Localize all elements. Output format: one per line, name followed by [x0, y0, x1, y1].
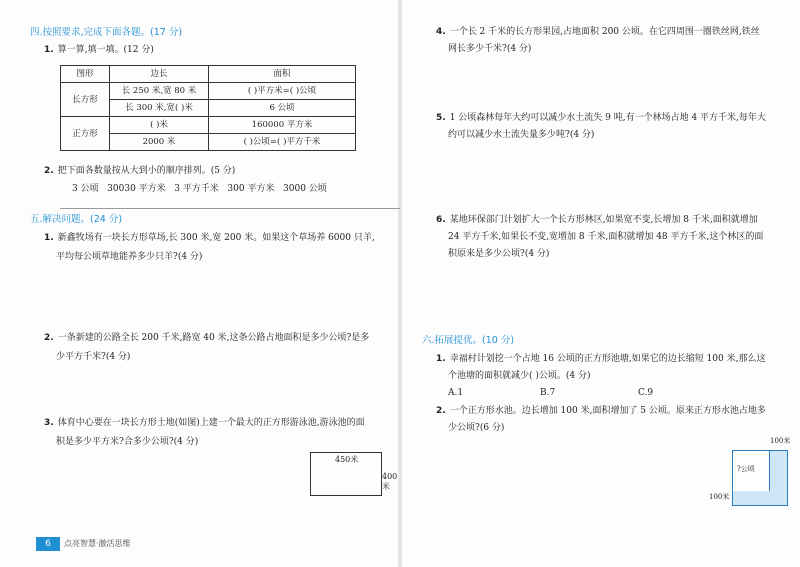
question-2	[44, 164, 235, 178]
extension-1	[436, 352, 791, 400]
height-label: 400米	[382, 472, 398, 491]
section-4-title: 四.按照要求,完成下面各题。(17 分)	[30, 27, 183, 38]
unknown-area-label: ?公顷	[737, 465, 755, 473]
question-number: 3.	[44, 418, 54, 428]
problem-3	[44, 416, 394, 449]
bottom-extension-strip	[732, 490, 788, 506]
options-row	[448, 386, 791, 400]
question-number: 4.	[436, 27, 446, 37]
shape-label: 正方形	[61, 117, 110, 151]
table-cell: 长 250 米,宽 80 米	[110, 83, 209, 100]
question-line: 体育中心要在一块长方形土地(如图)上建一个最大的正方形游泳池,游泳池的面	[57, 418, 365, 428]
question-number: 6.	[436, 215, 446, 225]
table-cell[interactable]: ( )平方米=( )公顷	[209, 83, 356, 100]
table-row	[61, 83, 356, 100]
problem-2	[44, 331, 394, 364]
question-line: 网长多少千米?(4 分)	[448, 44, 532, 54]
quantities-list: 3 公顷 30030 平方米 3 平方千米 300 平方米 3000 公顷	[72, 184, 327, 194]
shape-label: 长方形	[61, 83, 110, 117]
fill-in-table	[60, 65, 356, 151]
question-number: 2.	[436, 406, 446, 416]
question-line: 幸福村计划挖一个占地 16 公顷的正方形池塘,如果它的边长缩短 100 米,那么这	[449, 354, 766, 364]
option-c[interactable]: C.9	[638, 388, 654, 398]
table-cell: 2000 米	[110, 134, 209, 151]
question-line: 约可以减少水土流失量多少吨?(4 分)	[448, 130, 595, 140]
right-extension-strip	[768, 450, 788, 491]
top-extension-label: 100米	[770, 437, 791, 445]
question-line: 少公顷?(6 分)	[448, 423, 505, 433]
question-line: 某地环保部门计划扩大一个长方形林区,如果宽不变,长增加 8 千米,面积就增加	[449, 215, 758, 225]
table-header: 边长	[110, 66, 209, 83]
problem-1	[44, 231, 394, 264]
table-cell[interactable]: ( )公顷=( )平方千米	[209, 134, 356, 151]
question-line: 少平方千米?(4 分)	[56, 352, 131, 362]
question-text: 算一算,填一填。(12 分)	[57, 45, 154, 55]
question-line: 积是多少平方米?合多少公顷?(4 分)	[56, 437, 199, 447]
table-header: 面积	[209, 66, 356, 83]
question-line: 平均每公顷草地能养多少只羊?(4 分)	[56, 252, 203, 262]
question-line: 新鑫牧场有一块长方形草场,长 300 米,宽 200 米。如果这个草场养 6000 只羊,	[57, 233, 375, 243]
question-1	[44, 43, 154, 57]
right-page	[402, 0, 800, 567]
problem-6	[436, 213, 786, 261]
left-extension-label: 100米	[709, 493, 730, 501]
original-pool-square	[732, 450, 770, 491]
section-6-title: 六.拓展提优。(10 分)	[422, 335, 515, 346]
question-line: 一条新建的公路全长 200 千米,路宽 40 米,这条公路占地面积是多少公顷?是多	[57, 333, 370, 343]
width-label: 450米	[335, 455, 359, 464]
problem-5	[436, 111, 786, 142]
question-number: 2.	[44, 333, 54, 343]
section-5-title: 五.解决问题。(24 分)	[30, 214, 123, 225]
option-a[interactable]: A.1	[448, 388, 464, 398]
table-header-row	[61, 66, 356, 83]
table-row	[61, 117, 356, 134]
table-cell: 160000 平方米	[209, 117, 356, 134]
left-page	[0, 0, 398, 567]
question-line: 1 公顷森林每年大约可以减少水土流失 9 吨,有一个林场占地 4 平方千米,每年大	[449, 113, 766, 123]
page-number: 6	[36, 537, 60, 551]
question-line: 个池塘的面积就减少( )公顷。(4 分)	[448, 371, 591, 381]
option-b[interactable]: B.7	[540, 388, 556, 398]
question-number: 2.	[44, 166, 54, 176]
question-line: 积原来是多少公顷?(4 分)	[448, 249, 550, 259]
question-number: 1.	[436, 354, 446, 364]
table-cell[interactable]: 长 300 米,宽( )米	[110, 100, 209, 117]
extension-2	[436, 404, 791, 435]
divider	[60, 208, 400, 209]
question-number: 1.	[44, 233, 54, 243]
brand-footer: 点亮智慧·激活思维	[64, 539, 131, 548]
table-cell[interactable]: ( )米	[110, 117, 209, 134]
question-text: 把下面各数量按从大到小的顺序排列。(5 分)	[57, 166, 236, 176]
question-line: 24 平方千米,如果长不变,宽增加 8 千米,面积就增加 48 平方千米,这个林区的面	[448, 232, 764, 242]
question-line: 一个正方形水池。边长增加 100 米,面积增加了 5 公顷。原来正方形水池占地多	[449, 406, 766, 416]
land-rectangle-figure	[310, 452, 382, 496]
question-line: 一个长 2 千米的长方形果园,占地面积 200 公顷。在它四周围一圈铁丝网,铁丝	[449, 27, 760, 37]
table-header: 图形	[61, 66, 110, 83]
problem-4	[436, 25, 786, 56]
question-number: 1.	[44, 45, 54, 55]
question-number: 5.	[436, 113, 446, 123]
table-cell: 6 公顷	[209, 100, 356, 117]
